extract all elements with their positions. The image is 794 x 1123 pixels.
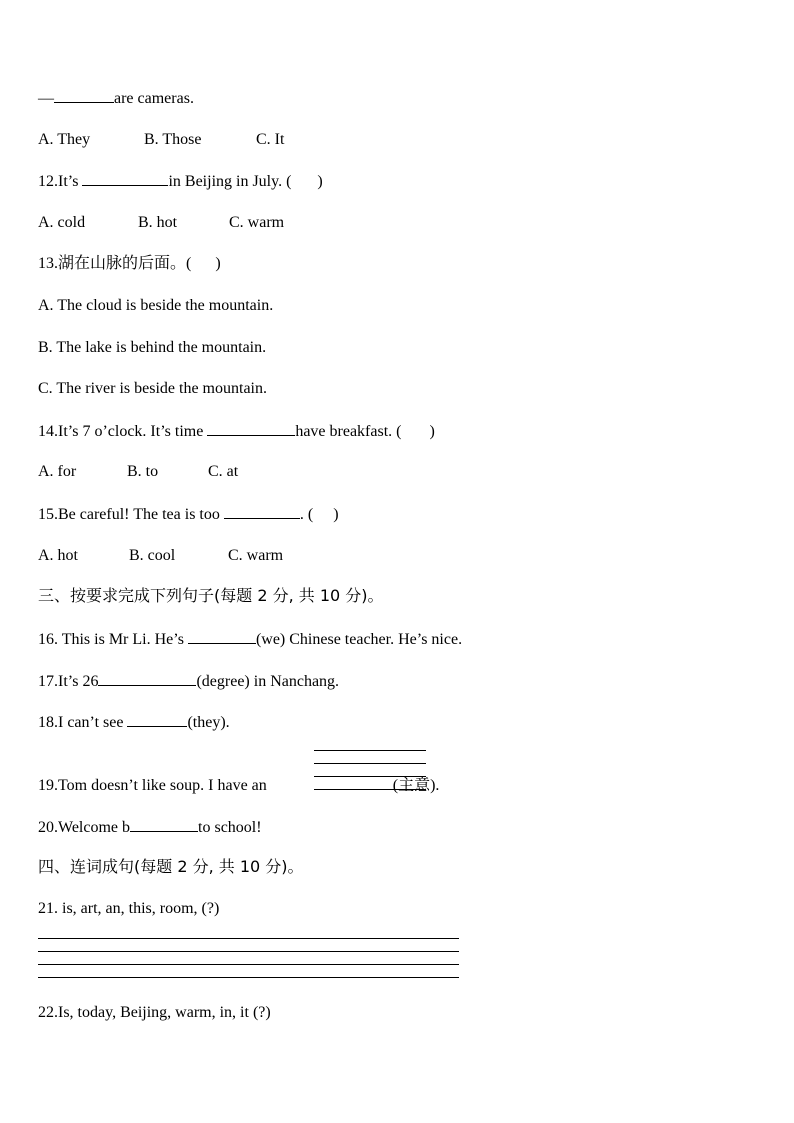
q16-after: (we) Chinese teacher. He’s nice. — [255, 631, 463, 648]
q13-option-b[interactable]: B. The lake is behind the mountain. — [38, 339, 267, 356]
q11-prefix: — — [38, 90, 54, 107]
q16-before: 16. This is Mr Li. He’s — [38, 631, 188, 648]
q15-option-b[interactable]: B. cool — [129, 547, 176, 564]
q19-after: (主意). — [392, 777, 440, 794]
q11-option-c[interactable]: C. It — [256, 131, 285, 148]
q12-after: in Beijing in July. ( — [168, 173, 292, 190]
q14-before: 14.It’s 7 o’clock. It’s time — [38, 423, 208, 440]
question-16 — [38, 629, 462, 650]
q12-options — [38, 213, 284, 233]
q18-blank[interactable] — [127, 712, 187, 727]
question-14 — [38, 421, 435, 442]
question-13 — [38, 254, 221, 274]
q14-options — [38, 462, 238, 482]
q12-before: It’s — [58, 173, 83, 190]
q17-before: 17.It’s 26 — [38, 673, 99, 690]
q12-option-a[interactable]: A. cold — [38, 214, 86, 231]
question-12 — [38, 171, 323, 192]
q14-option-a[interactable]: A. for — [38, 463, 77, 480]
q20-blank[interactable] — [130, 817, 198, 832]
q18-before: 18.I can’t see — [38, 714, 128, 731]
q13-text: 13.湖在山脉的后面。( — [38, 255, 192, 272]
q14-blank[interactable] — [207, 421, 295, 436]
q20-after: to school! — [198, 819, 262, 836]
question-17 — [38, 671, 339, 692]
q12-blank[interactable] — [82, 171, 168, 186]
q14-after: have breakfast. ( — [295, 423, 402, 440]
q12-option-b[interactable]: B. hot — [138, 214, 178, 231]
q15-option-c[interactable]: C. warm — [228, 547, 284, 564]
question-21: 21. is, art, an, this, room, (?) — [38, 900, 220, 917]
question-18 — [38, 712, 230, 733]
q11-suffix: are cameras. — [114, 90, 194, 107]
question-11 — [38, 88, 194, 109]
q11-option-a[interactable]: A. They — [38, 131, 91, 148]
q19-before: 19.Tom doesn’t like soup. I have an — [38, 777, 267, 794]
question-22: 22.Is, today, Beijing, warm, in, it (?) — [38, 1004, 271, 1021]
section-3-title: 三、按要求完成下列句子(每题 2 分, 共 10 分)。 — [38, 586, 384, 605]
q12-num: 12. — [38, 173, 58, 190]
section-4-title: 四、连词成句(每题 2 分, 共 10 分)。 — [38, 857, 304, 876]
q15-before: 15.Be careful! The tea is too — [38, 506, 224, 523]
q13-option-a[interactable]: A. The cloud is beside the mountain. — [38, 297, 274, 314]
q11-option-b[interactable]: B. Those — [144, 131, 202, 148]
q18-after: (they). — [187, 714, 230, 731]
question-19 — [38, 776, 439, 796]
q15-blank[interactable] — [224, 504, 300, 519]
question-20 — [38, 817, 262, 838]
q11-blank[interactable] — [54, 88, 114, 103]
q21-answer-lines[interactable] — [38, 938, 459, 978]
q20-before: 20.Welcome b — [38, 819, 131, 836]
q15-close: ) — [333, 506, 339, 523]
q14-option-b[interactable]: B. to — [127, 463, 159, 480]
q12-option-c[interactable]: C. warm — [229, 214, 285, 231]
q15-options — [38, 546, 283, 566]
q17-after: (degree) in Nanchang. — [196, 673, 340, 690]
q13-close: ) — [215, 255, 221, 272]
q16-blank[interactable] — [188, 629, 256, 644]
q11-options — [38, 130, 284, 150]
q17-blank[interactable] — [98, 671, 196, 686]
q15-option-a[interactable]: A. hot — [38, 547, 78, 564]
q15-after: . ( — [299, 506, 314, 523]
q13-option-c[interactable]: C. The river is beside the mountain. — [38, 380, 267, 397]
q14-close: ) — [429, 423, 435, 440]
q14-option-c[interactable]: C. at — [208, 463, 239, 480]
q12-close: ) — [317, 173, 323, 190]
question-15 — [38, 504, 339, 525]
